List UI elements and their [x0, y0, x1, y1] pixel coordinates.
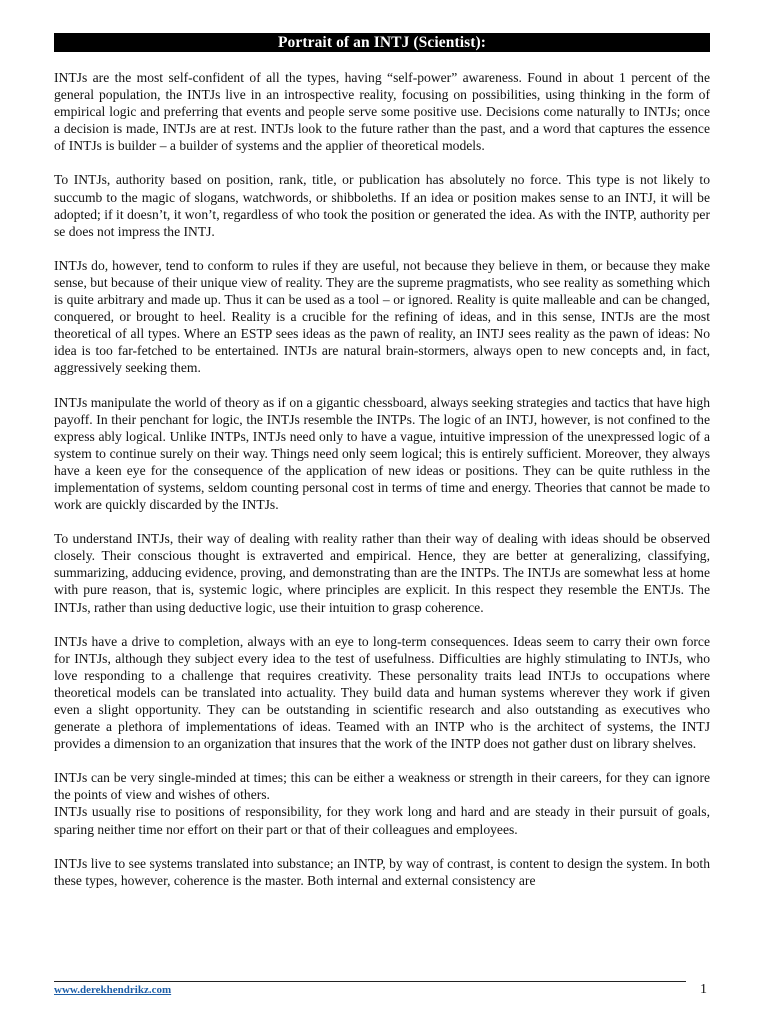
- paragraph-7: [54, 769, 710, 837]
- footer-website-link[interactable]: www.derekhendrikz.com: [54, 984, 172, 996]
- page-title: Portrait of an INTJ (Scientist):: [54, 33, 710, 52]
- footer-divider: [54, 981, 686, 982]
- document-body: [54, 69, 710, 889]
- page-number: 1: [700, 982, 707, 997]
- paragraph-6: INTJs have a drive to completion, always with an eye to long-term consequences. Ideas seem to carry their own force for INTJs, although they subject every idea to the test of usefulness. Difficulties are highly stimulating to INTJs, who love responding to a challenge that requires creativity. These personality traits lead INTJs to occupations where theoretical models can be translated into actuality. They build data and human systems wherever they work if given even a slight opportunity. They can be outstanding in scientific research and also outstanding as executives who generate a plethora of implementations of ideas. Teamed with an INTP who is the architect of systems, the INTJ provides a dimension to an organization that insures that the work of the INTP does not gather dust on library shelves.: [54, 633, 710, 752]
- paragraph-8: INTJs live to see systems translated into substance; an INTP, by way of contrast, is content to design the system. In both these types, however, coherence is the master. Both internal and external consistency are: [54, 855, 710, 888]
- paragraph-4: INTJs manipulate the world of theory as if on a gigantic chessboard, always seeking strategies and tactics that have high payoff. In their penchant for logic, the INTJs resemble the INTPs. The logic of an INTJ, however, is not confined to the express ably logical. Unlike INTPs, INTJs need only to have a vague, intuitive impression of the unexpressed logic of a system to continue surely on their way. Things need only seem logical; this is entirely sufficient. Moreover, they always have a keen eye for the consequence of the application of new ideas or positions. They can be quite ruthless in the implementation of systems, seldom counting personal cost in terms of time and energy. Theories that cannot be made to work are quickly discarded by the INTJs.: [54, 394, 710, 513]
- document-page: [54, 33, 710, 906]
- paragraph-1: INTJs are the most self-confident of all the types, having “self-power” awareness. Found in about 1 percent of the general population, the INTJs live in an introspective reality, focusing on possibilities, using thinking in the form of empirical logic and preferring that events and people serve some positive use. Decisions come naturally to INTJs; once a decision is made, INTJs are at rest. INTJs look to the future rather than the past, and a word that captures the essence of INTJs is builder – a builder of systems and the applier of theoretical models.: [54, 70, 710, 154]
- paragraph-5: To understand INTJs, their way of dealing with reality rather than their way of dealing with ideas should be observed closely. Their conscious thought is extraverted and empirical. Hence, they are better at generalizing, classifying, summarizing, adducing evidence, proving, and demonstrating than are the INTPs. The INTJs are somewhat less at home with pure reason, that is, systemic logic, where principles are explicit. In this respect they resemble the ENTJs. The INTJs, rather than using deductive logic, use their intuition to grasp coherence.: [54, 531, 710, 615]
- paragraph-7-part-2: INTJs usually rise to positions of responsibility, for they work long and hard and are steady in their pursuit of goals, sparing neither time nor effort on their part or that of their colleagues and employees.: [54, 804, 710, 837]
- paragraph-7-part-1: INTJs can be very single-minded at times; this can be either a weakness or strength in their careers, for they can ignore the points of view and wishes of others.: [54, 770, 710, 803]
- paragraph-3: INTJs do, however, tend to conform to rules if they are useful, not because they believe in them, or because they make sense, but because of their unique view of reality. They are the supreme pragmatists, who see reality as something which is quite arbitrary and made up. Thus it can be used as a tool – or ignored. Reality is quite malleable and can be changed, conquered, or brought to heel. Reality is a crucible for the refining of ideas, and in this sense, INTJs are the most theoretical of all types. Where an ESTP sees ideas as the pawn of reality, an INTJ sees reality as the pawn of ideas: No idea is too far-fetched to be entertained. INTJs are natural brain-stormers, always open to new concepts and, in fact, aggressively seeking them.: [54, 257, 710, 376]
- paragraph-2: To INTJs, authority based on position, rank, title, or publication has absolutely no force. This type is not likely to succumb to the magic of slogans, watchwords, or shibboleths. If an idea or position makes sense to an INTJ, it will be adopted; if it doesn’t, it won’t, regardless of who took the position or generated the idea. As with the INTP, authority per se does not impress the INTJ.: [54, 172, 710, 239]
